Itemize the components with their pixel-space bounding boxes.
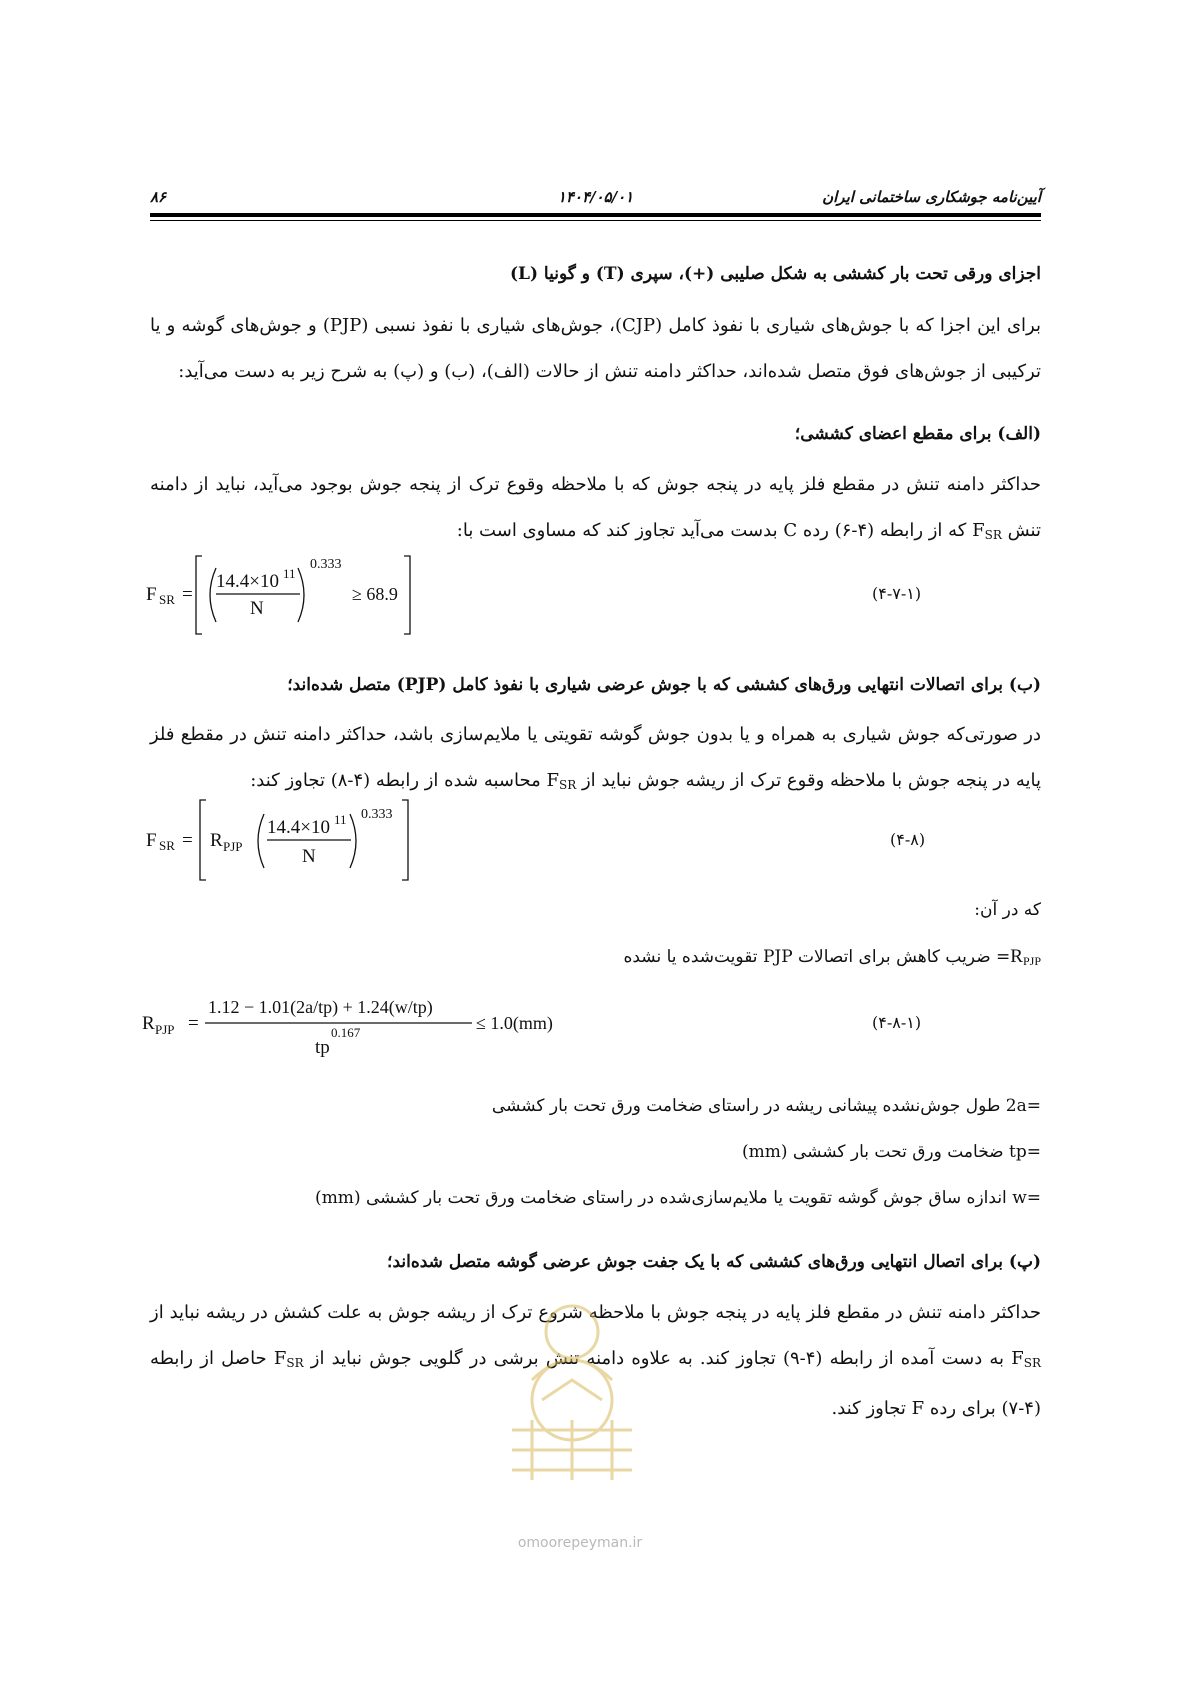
header-rule bbox=[150, 213, 1041, 217]
fsr-symbol: $F_{SR}$ bbox=[972, 520, 1002, 542]
f1-lhs-sub: SR bbox=[159, 592, 175, 607]
case-c-text-1: حداکثر دامنه تنش در مقطع فلز پایه در پنجه جوش با ملاحظه شروع ترک از ریشه جوش به علت کشش در ریشه نباید از bbox=[150, 1302, 1041, 1323]
case-c-text-2: به دست آمده از رابطه (۴-۹) تجاوز کند. به علاوه دامنه تنش برشی در گلویی جوش نباید از bbox=[303, 1348, 1012, 1369]
where-label: که در آن: bbox=[974, 900, 1041, 920]
case-c-text-3: حاصل از رابطه (۴-۷) برای رده F تجاوز کند. bbox=[150, 1348, 1041, 1419]
fsr-symbol: $F_{SR}$ bbox=[1011, 1348, 1041, 1370]
f1-lhs: F bbox=[146, 584, 157, 605]
watermark-logo-icon bbox=[472, 1270, 672, 1490]
f2-denominator: N bbox=[302, 846, 316, 867]
f2-coef: R bbox=[210, 830, 223, 851]
f3-numerator: 1.12 − 1.01(2a/tp) + 1.24(w/tp) bbox=[208, 997, 433, 1017]
f1-left-bracket bbox=[196, 556, 202, 634]
f2-left-bracket bbox=[200, 800, 206, 880]
f3-lhs-sub: PJP bbox=[155, 1022, 175, 1037]
eq-number-4-8-1: (۴-۸-۱) bbox=[872, 1013, 922, 1032]
f1-numerator: 14.4×10 bbox=[216, 571, 279, 592]
f2-numerator: 14.4×10 bbox=[267, 817, 330, 838]
case-a-text-2: که از رابطه (۴-۶) رده C بدست می‌آید تجاوز کند که مساوی است با: bbox=[456, 520, 973, 541]
f3-tail: ≤ 1.0(mm) bbox=[476, 1013, 553, 1033]
formula-4-8-1 bbox=[142, 985, 1041, 1085]
formula-4-7-1 bbox=[146, 550, 1041, 650]
formula-4-8 bbox=[146, 796, 1041, 896]
f1-denominator: N bbox=[250, 598, 264, 619]
f2-power: 0.333 bbox=[361, 807, 393, 822]
fsr-symbol: $F_{SR}$ bbox=[546, 770, 577, 792]
f2-exponent: 11 bbox=[334, 812, 347, 827]
eq-number-4-8: (۴-۸) bbox=[890, 830, 926, 849]
f2-lhs: F bbox=[146, 830, 157, 851]
f2-coef-sub: PJP bbox=[223, 839, 243, 854]
fsr-symbol: $F_{SR}$ bbox=[273, 1348, 304, 1370]
f1-tail: ≥ 68.9 bbox=[352, 584, 398, 604]
svg-text:=: = bbox=[182, 830, 193, 851]
f2-lhs-sub: SR bbox=[159, 838, 175, 853]
f3-lhs: R bbox=[142, 1013, 155, 1034]
f2-right-bracket bbox=[402, 800, 408, 880]
case-b-text-1: در صورتی‌که جوش شیاری به همراه و یا بدون جوش گوشه تقویتی یا ملایم‌سازی باشد، حداکثر دامنه تنش در مقطع فلز پایه در پنجه جوش با ملاحظه وقوع ترک از ریشه جوش نباید از bbox=[150, 724, 1041, 791]
f1-right-bracket bbox=[404, 556, 410, 634]
case-a-paragraph bbox=[150, 462, 1041, 558]
intro-paragraph: برای این اجزا که با جوش‌های شیاری با نفوذ کامل (CJP)، جوش‌های شیاری با نفوذ نسبی (PJP) و جوش‌های گوشه و یا ترکیبی از جوش‌های فوق متصل شده‌اند، حداکثر دامنه تنش از حالات (الف)، (ب) و (پ) به شرح زیر به دست می‌آید: bbox=[150, 315, 1041, 382]
case-b-paragraph bbox=[150, 712, 1041, 808]
svg-text:=: = bbox=[182, 584, 193, 605]
definition-tp: =tp ضخامت ورق تحت بار کششی (mm) bbox=[741, 1142, 1041, 1162]
definition-w: =w اندازه ساق جوش گوشه تقویت یا ملایم‌سازی‌شده در راستای ضخامت ورق تحت بار کششی (mm) bbox=[315, 1188, 1041, 1208]
f3-denominator: tp bbox=[315, 1037, 330, 1058]
watermark-url: omoorepeyman.ir bbox=[517, 1535, 643, 1551]
case-a-heading: (الف) برای مقطع اعضای کششی؛ bbox=[794, 424, 1041, 444]
case-c-heading: (پ) برای اتصال انتهایی ورق‌های کششی که با یک جفت جوش عرضی گوشه متصل شده‌اند؛ bbox=[387, 1252, 1041, 1272]
f3-den-exp: 0.167 bbox=[331, 1025, 361, 1040]
running-header-date: ۱۴۰۴/۰۵/۰۱ bbox=[557, 188, 634, 206]
rpjp-symbol: $R_{PJP}$ bbox=[1010, 946, 1041, 968]
f1-exponent: 11 bbox=[283, 566, 296, 581]
f1-power: 0.333 bbox=[310, 557, 342, 572]
case-b-text-2: محاسبه شده از رابطه (۴-۸) تجاوز کند: bbox=[250, 770, 547, 791]
definition-2a: =2a طول جوش‌نشده پیشانی ریشه در راستای ضخامت ورق تحت بار کششی bbox=[491, 1096, 1041, 1116]
case-a-text-1: حداکثر دامنه تنش در مقطع فلز پایه در پنجه جوش که با ملاحظه وقوع ترک از پنجه جوش بوجود می‌آید، نباید از دامنه تنش bbox=[150, 474, 1041, 541]
page-number: ۸۶ bbox=[150, 188, 167, 206]
eq-number-4-7-1: (۴-۷-۱) bbox=[872, 584, 922, 603]
svg-text:=: = bbox=[188, 1013, 199, 1034]
header-rule-thin bbox=[150, 220, 1041, 221]
case-b-heading: (ب) برای اتصالات انتهایی ورق‌های کششی که با جوش عرضی شیاری با نفوذ کامل (PJP) متصل شده‌اند؛ bbox=[287, 675, 1041, 695]
formula-3-graphic bbox=[142, 985, 1041, 1085]
running-header-title: آیین‌نامه جوشکاری ساختمانی ایران bbox=[822, 188, 1041, 206]
rpjp-definition bbox=[623, 946, 1041, 969]
section-title: اجزای ورقی تحت بار کششی به شکل صلیبی (+)، سپری (T) و گونیا (L) bbox=[509, 264, 1041, 284]
rpjp-definition-text: = ضریب کاهش برای اتصالات PJP تقویت‌شده یا نشده bbox=[623, 947, 1011, 967]
